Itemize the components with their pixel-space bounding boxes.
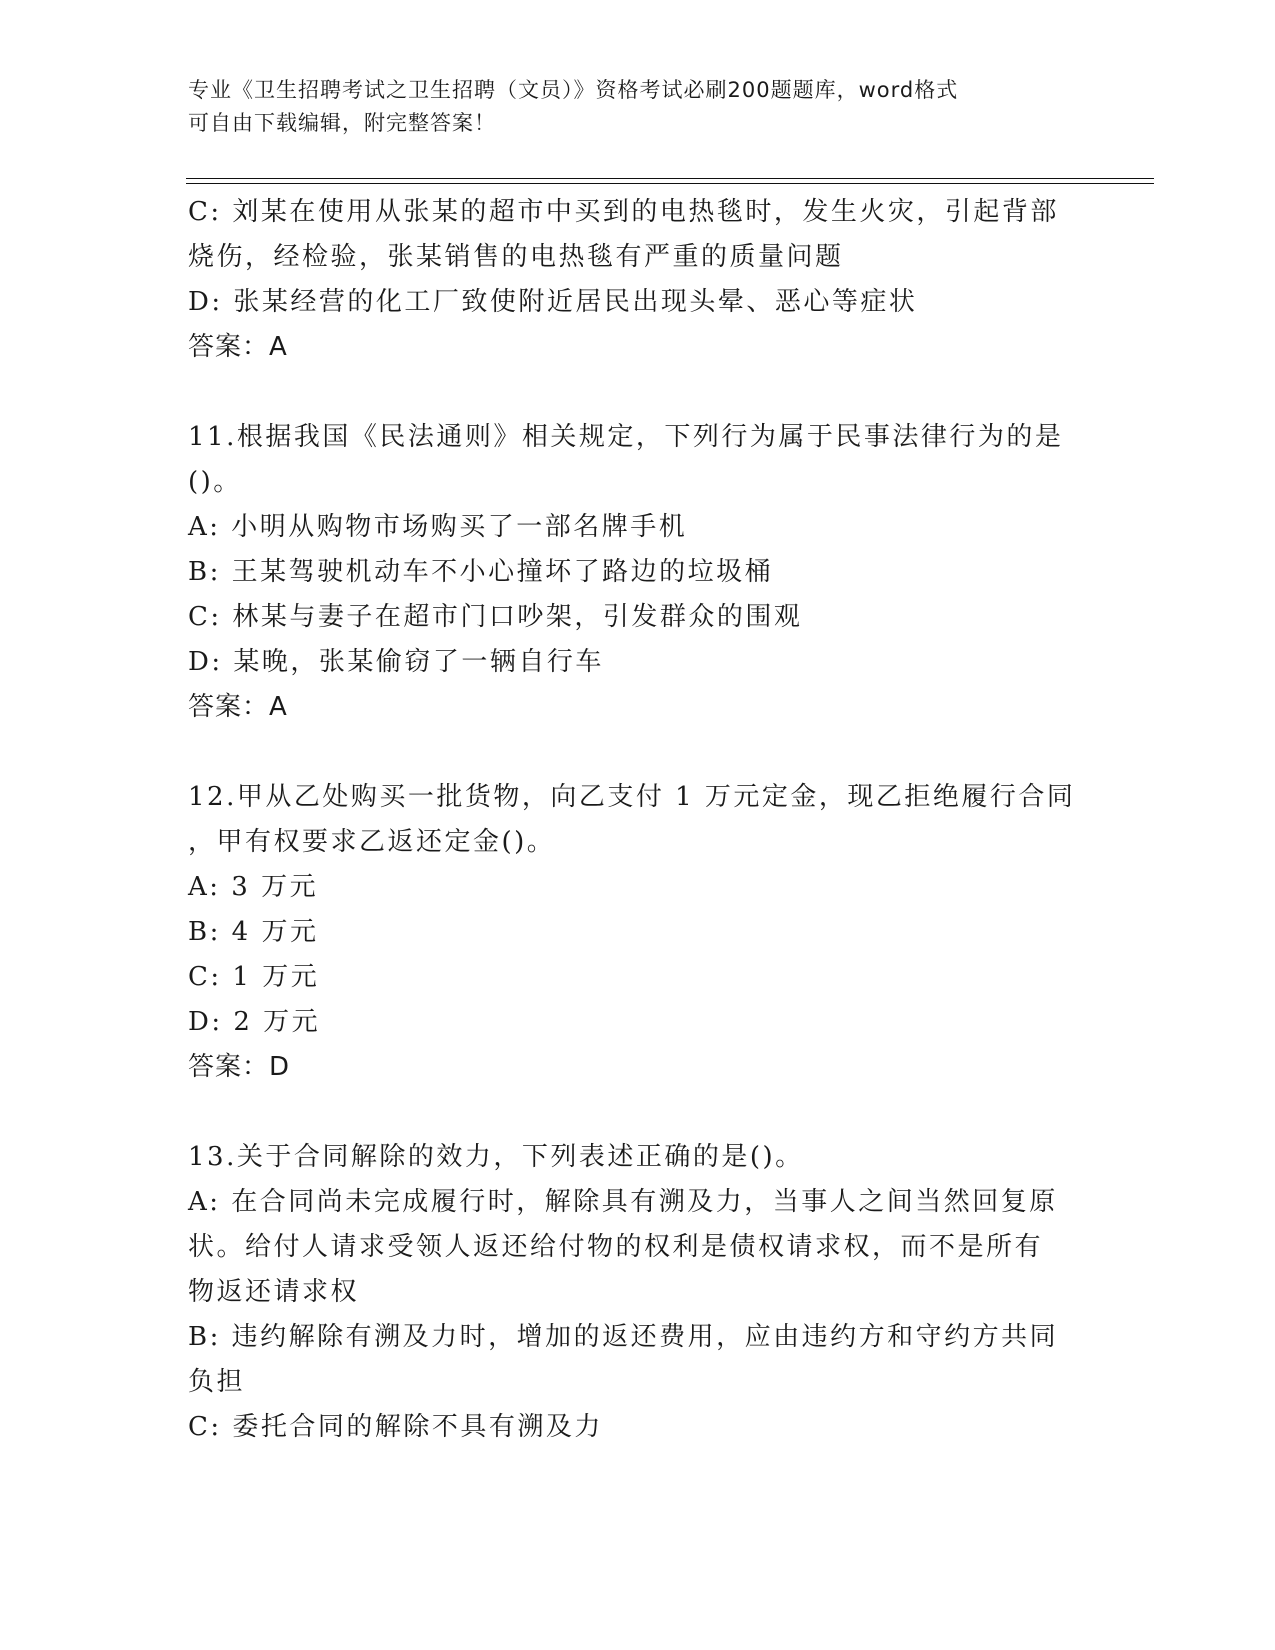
- question-stem-line-1: 13.关于合同解除的效力，下列表述正确的是()。: [188, 1142, 804, 1172]
- question-11: [188, 415, 1078, 730]
- option-b: B: 王某驾驶机动车不小心撞坏了路边的垃圾桶: [188, 557, 774, 587]
- option-d: D: 2 万元: [188, 1007, 321, 1037]
- option-c-line-1: C: 刘某在使用从张某的超市中买到的电热毯时，发生火灾，引起背部: [188, 197, 1059, 227]
- answer: 答案：A: [188, 692, 288, 722]
- option-b-line-1: B: 违约解除有溯及力时，增加的返还费用，应由违约方和守约方共同: [188, 1322, 1059, 1352]
- question-stem-line-1: 11.根据我国《民法通则》相关规定，下列行为属于民事法律行为的是: [188, 422, 1064, 452]
- option-c: C: 林某与妻子在超市门口吵架，引发群众的围观: [188, 602, 803, 632]
- option-b-line-2: 负担: [188, 1367, 246, 1397]
- question-stem-line-2: ，甲有权要求乙返还定金()。: [188, 827, 556, 857]
- option-d: D: 某晚，张某偷窃了一辆自行车: [188, 647, 604, 677]
- option-c: C: 委托合同的解除不具有溯及力: [188, 1412, 603, 1442]
- option-a: A: 小明从购物市场购买了一部名牌手机: [188, 512, 688, 542]
- question-10-tail: [188, 190, 1078, 370]
- document-body: [188, 190, 1078, 1450]
- spacer: [188, 370, 1078, 415]
- option-a-line-3: 物返还请求权: [188, 1277, 360, 1307]
- option-b: B: 4 万元: [188, 917, 319, 947]
- question-12: [188, 775, 1078, 1090]
- spacer: [188, 730, 1078, 775]
- option-c: C: 1 万元: [188, 962, 320, 992]
- answer: 答案：A: [188, 332, 288, 362]
- header-divider-top: [186, 178, 1154, 179]
- option-a-line-1: A: 在合同尚未完成履行时，解除具有溯及力，当事人之间当然回复原: [188, 1187, 1058, 1217]
- header-divider-bottom: [186, 183, 1154, 184]
- document-header: [188, 74, 1068, 140]
- option-c-line-2: 烧伤，经检验，张某销售的电热毯有严重的质量问题: [188, 242, 844, 272]
- answer: 答案：D: [188, 1052, 291, 1082]
- option-d: D: 张某经营的化工厂致使附近居民出现头晕、恶心等症状: [188, 287, 918, 317]
- question-stem-line-2: ()。: [188, 467, 242, 497]
- option-a-line-2: 状。给付人请求受领人返还给付物的权利是债权请求权，而不是所有: [188, 1232, 1044, 1262]
- question-13: [188, 1135, 1078, 1450]
- spacer: [188, 1090, 1078, 1135]
- option-a: A: 3 万元: [188, 872, 319, 902]
- question-stem-line-1: 12.甲从乙处购买一批货物，向乙支付 1 万元定金，现乙拒绝履行合同: [188, 782, 1076, 812]
- header-line-2: 可自由下载编辑，附完整答案！: [188, 111, 496, 135]
- header-line-1: 专业《卫生招聘考试之卫生招聘（文员）》资格考试必刷200题题库，word格式: [188, 78, 959, 102]
